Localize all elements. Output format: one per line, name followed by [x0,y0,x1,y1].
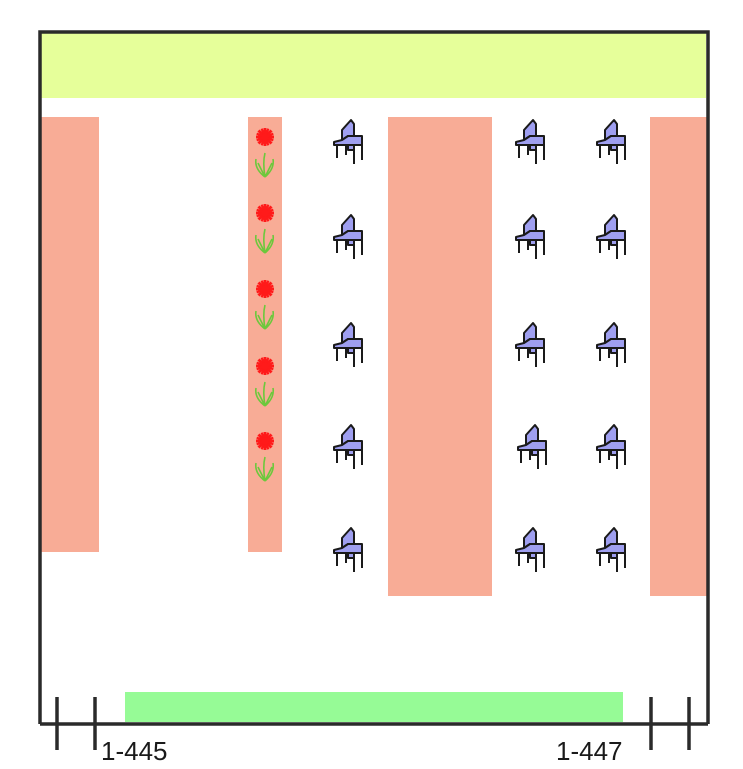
chair-icon [597,528,625,572]
planter-bench [248,117,282,552]
chair-icon [516,528,544,572]
bottom-window-strip [125,692,623,722]
table-right [650,117,707,596]
chair-icon [334,120,362,164]
chair-icon [334,215,362,259]
chair-icon [516,120,544,164]
chair-icon [334,323,362,367]
table-left [40,117,99,552]
room-label-1-447: 1-447 [556,736,623,766]
room-label-1-445: 1-445 [101,736,168,766]
chair-icon [516,323,544,367]
chair-icon [518,425,546,469]
chair-icon [516,215,544,259]
table-center [388,117,492,596]
chair-icon [597,323,625,367]
chair-icon [334,425,362,469]
chair-icon [334,528,362,572]
top-window-strip [41,32,706,98]
chair-icon [597,215,625,259]
chair-icon [597,425,625,469]
chair-icon [597,120,625,164]
